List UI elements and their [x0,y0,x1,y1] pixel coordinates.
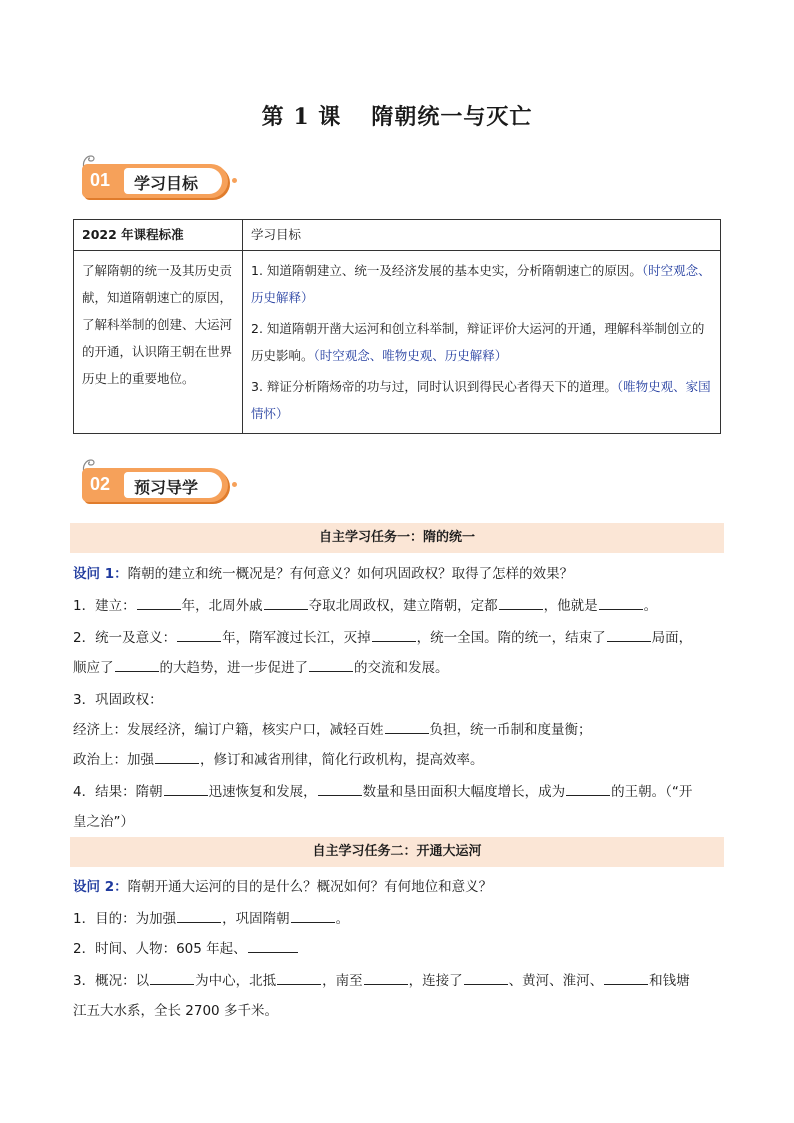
table-header-standard: 2022 年课程标准 [74,220,243,251]
blank [607,627,651,642]
question-line: 设问 2：隋朝开通大运河的目的是什么？概况如何？有何地位和意义？ [73,879,493,895]
goal-item: 3. 辩证分析隋炀帝的功与过，同时认识到得民心者得天下的道理。（唯物史观、家国情怀） [251,379,711,421]
badge-number: 02 [90,474,111,494]
decor-dot [232,178,237,183]
badge-label: 学习目标 [134,174,199,193]
text-line: 3．巩固政权： [73,692,163,708]
text-line: 皇之治”） [73,814,134,830]
lesson-number: 第 1 课 [261,104,342,130]
fill-line: 1．目的：为加强 ，巩固隋朝 。 [73,907,723,927]
decor-dot [232,482,237,487]
blank [137,595,181,610]
goals-cell [243,251,721,434]
blank [318,781,362,796]
table-header-goals: 学习目标 [243,220,721,251]
fill-line: 经济上：发展经济，编订户籍，核实户口，减轻百姓 负担，统一币制和度量衡； [73,718,723,738]
section-badge-objectives [80,152,240,204]
task2-header: 自主学习任务二：开通大运河 [70,837,724,867]
fill-line: 政治上：加强 ，修订和减省刑律，简化行政机构，提高效率。 [73,748,723,768]
blank [499,595,543,610]
fill-line: 顺应了 的大趋势，进一步促进了 的交流和发展。 [73,656,723,676]
blank [604,970,648,985]
blank [309,657,353,672]
fill-line: 2．统一及意义： 年，隋军渡过长江，灭掉 ，统一全国。隋的统一，结束了 局面， [73,626,723,646]
goal-item: 2. 知道隋朝开凿大运河和创立科举制，辩证评价大运河的开通，理解科举制创立的历史影响。（时空观念、唯物史观、历史解释） [251,321,705,363]
section-badge-preview [80,456,240,508]
blank [385,719,429,734]
blank [264,595,308,610]
blank [164,781,208,796]
badge-number: 01 [90,170,111,190]
standard-cell: 了解隋朝的统一及其历史贡献，知道隋朝速亡的原因，了解科举制的创建、大运河的开通，认识隋王朝在世界历史上的重要地位。 [74,251,243,434]
blank [177,627,221,642]
blank [150,970,194,985]
fill-line: 3．概况：以 为中心，北抵 ，南至 ，连接了 、黄河、淮河、 和钱塘 [73,969,723,989]
text-line: 江五大水系，全长 2700 多千米。 [73,1003,278,1019]
goal-item: 1. 知道隋朝建立、统一及经济发展的基本史实，分析隋朝速亡的原因。（时空观念、历史解释） [251,263,711,305]
blank [115,657,159,672]
lesson-name: 隋朝统一与灭亡 [371,104,533,130]
fill-line: 1．建立： 年，北周外戚 夺取北周政权，建立隋朝，定都 ，他就是 。 [73,594,723,614]
blank [291,908,335,923]
blank [372,627,416,642]
blank [177,908,221,923]
blank [155,749,199,764]
fill-line: 4．结果：隋朝 迅速恢复和发展， 数量和垦田面积大幅度增长，成为 的王朝。（“开 [73,780,723,800]
blank [566,781,610,796]
page-title [0,100,794,131]
blank [599,595,643,610]
blank [464,970,508,985]
blank [277,970,321,985]
fill-line: 2．时间、人物：605 年起、 [73,937,723,957]
objectives-table [73,219,721,434]
blank [248,938,298,953]
task1-header: 自主学习任务一：隋的统一 [70,523,724,553]
blank [364,970,408,985]
badge-label: 预习导学 [134,478,199,497]
question-line: 设问 1：隋朝的建立和统一概况是？有何意义？如何巩固政权？取得了怎样的效果？ [73,566,574,582]
